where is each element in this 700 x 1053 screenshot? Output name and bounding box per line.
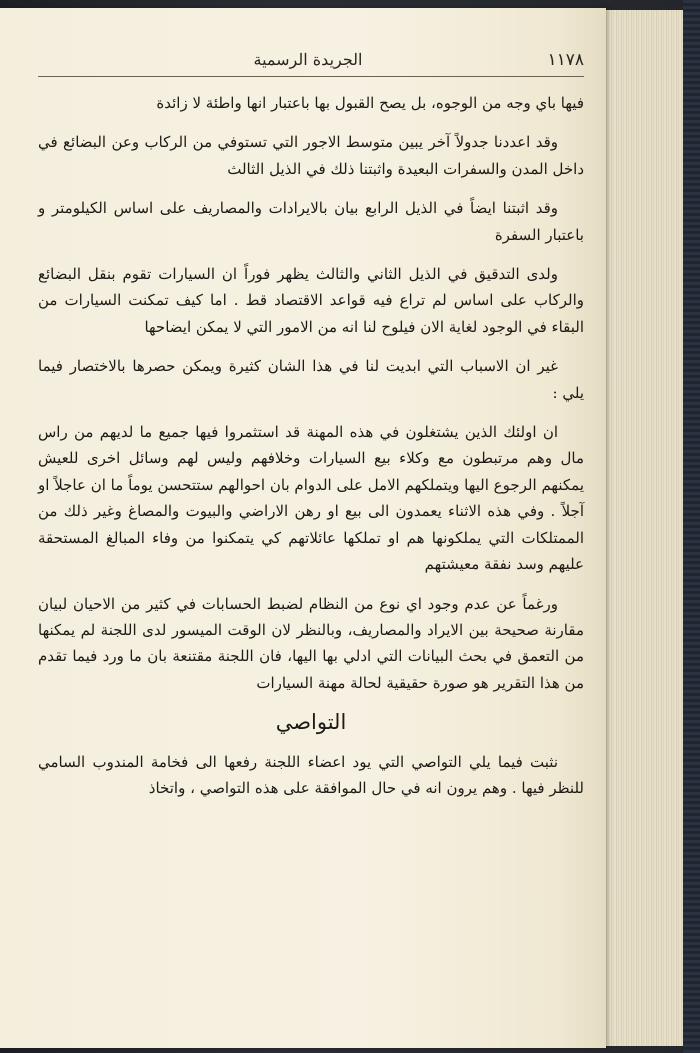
paragraph: ورغماً عن عدم وجود اي نوع من النظام لضبط الحسابات في كثير من الاحيان لبيان مقارنة صحيحة بين الايراد والمصاريف، وبالنظر لان الوقت الميسور لدى اللجنة لم يمكنها من التعمق في بحث البيانات التي ادلي بها اليها، فان اللجنة مقتنعة بان ما ورد فيما تقدم من هذا التقرير هو صورة حقيقية لحالة مهنة السيارات: [38, 594, 584, 692]
paragraph: ان اولئك الذين يشتغلون في هذه المهنة قد استثمروا فيها جميع ما لديهم من راس مال وهم مرتبطون مع وكلاء بيع السيارات وخلافهم وليس لهم وسائل اخرى للعيش يمكنهم الرجوع اليها ويتملكهم الامل على الدوام بان احوالهم ستتحسن يوماً ما ان عاجلاً او آجلاً . وفي هذه الاثناء يعمدون الى بيع او رهن الاراضي والبيوت والمصاغ وغير ذلك من الممتلكات التي يملكونها هم او تملكها عائلاتهم كي يتمكنوا من وفاء المبالغ المستحقة عليهم وسد نفقة معيشتهم: [38, 423, 584, 574]
paragraph: غير ان الاسباب التي ابديت لنا في هذا الشان كثيرة ويمكن حصرها بالاختصار فيما يلي :: [38, 357, 584, 402]
document-page: [0, 8, 606, 1048]
paragraph: وقد اثبتنا ايضاً في الذيل الرابع بيان بالايرادات والمصاريف على اساس الكيلومتر و باعتبار السفرة: [38, 199, 584, 244]
book-cover-strip: [683, 0, 700, 1053]
section-paragraph: نثبت فيما يلي التواصي التي يود اعضاء اللجنة رفعها الى فخامة المندوب السامي للنظر فيها . وهم يرون انه في حال الموافقة على هذه التواصي ، واتخاذ: [38, 752, 584, 797]
running-title: الجريدة الرسمية: [253, 50, 363, 69]
paragraph: فيها باي وجه من الوجوه، بل يصح القبول بها باعتبار انها واطئة لا زائدة: [156, 94, 584, 112]
page-header: [38, 46, 584, 77]
page-stack-edge: [592, 10, 687, 1046]
paragraph: وقد اعددنا جدولاً آخر يبين متوسط الاجور التي تستوفي من الركاب وعن البضائع في داخل المدن والسفرات البعيدة واثبتنا ذلك في الذيل الثالث: [38, 133, 584, 178]
paragraph: ولدى التدقيق في الذيل الثاني والثالث يظهر فوراً ان السيارات تقوم بنقل البضائع والركاب على اساس لم تراع فيه قواعد الاقتصاد قط . اما كيف تمكنت السيارات من البقاء في الوجود لغاية الان فيلوح لنا انه من الامور التي لا يمكن ايضاحها: [38, 265, 584, 336]
body-text: [38, 90, 584, 801]
page-number: ١١٧٨: [547, 50, 584, 70]
section-heading: التواصي: [275, 710, 347, 735]
